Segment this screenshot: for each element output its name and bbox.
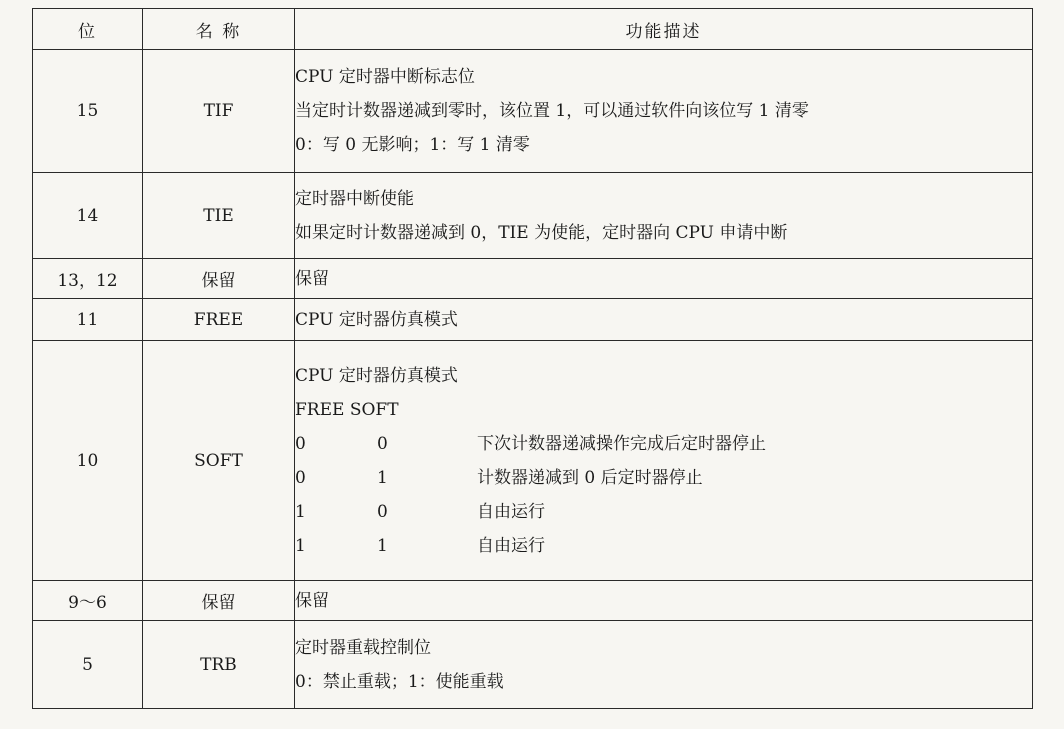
description-line: FREE SOFT: [295, 399, 399, 420]
description-line: 保留: [295, 268, 329, 289]
description-line: 定时器重载控制位: [295, 637, 431, 658]
bit-cell: 11: [33, 299, 143, 341]
description-cell: [295, 621, 1033, 709]
free-value: 1: [295, 535, 306, 556]
name-cell: SOFT: [143, 341, 295, 581]
name-cell: 保留: [143, 581, 295, 621]
bit-cell: 13，12: [33, 259, 143, 299]
description-cell: [295, 50, 1033, 173]
name-cell: FREE: [143, 299, 295, 341]
bit-cell: 10: [33, 341, 143, 581]
table-row: [33, 50, 1033, 173]
mode-row: [295, 529, 1032, 563]
bit-cell: 15: [33, 50, 143, 173]
mode-row: [295, 427, 1032, 461]
description-line: 当定时计数器递减到零时，该位置 1，可以通过软件向该位写 1 清零: [295, 101, 809, 121]
table-row: [33, 173, 1033, 259]
name-cell: TRB: [143, 621, 295, 709]
mode-description: 自由运行: [477, 501, 545, 522]
bit-cell: 14: [33, 173, 143, 259]
description-cell: [295, 581, 1033, 621]
description-cell: [295, 173, 1033, 259]
free-value: 0: [295, 467, 306, 488]
description-cell: [295, 299, 1033, 341]
soft-value: 1: [377, 535, 388, 556]
description-line: CPU 定时器仿真模式: [295, 309, 458, 330]
header-bit: 位: [33, 9, 143, 50]
description-line: CPU 定时器中断标志位: [295, 67, 475, 87]
description-line: 0：禁止重载；1：使能重载: [295, 671, 504, 692]
header-name: 名 称: [143, 9, 295, 50]
table-row: [33, 621, 1033, 709]
bit-cell: 5: [33, 621, 143, 709]
mode-row: [295, 495, 1032, 529]
name-cell: TIE: [143, 173, 295, 259]
description-cell: [295, 259, 1033, 299]
free-value: 1: [295, 501, 306, 522]
table-row: [33, 259, 1033, 299]
table-row: [33, 341, 1033, 581]
description-line: 保留: [295, 590, 329, 611]
soft-value: 0: [377, 501, 388, 522]
soft-value: 0: [377, 433, 388, 454]
bit-cell: 9～6: [33, 581, 143, 621]
register-table: [32, 8, 1033, 709]
header-description: 功能描述: [295, 9, 1033, 50]
soft-value: 1: [377, 467, 388, 488]
table-header-row: [33, 9, 1033, 50]
mode-description: 计数器递减到 0 后定时器停止: [477, 467, 703, 488]
description-line: 定时器中断使能: [295, 188, 414, 209]
table-row: [33, 299, 1033, 341]
description-line: 0：写 0 无影响；1：写 1 清零: [295, 135, 530, 155]
description-cell: [295, 341, 1033, 581]
name-cell: TIF: [143, 50, 295, 173]
mode-description: 下次计数器递减操作完成后定时器停止: [477, 433, 766, 454]
description-line: 如果定时计数器递减到 0，TIE 为使能，定时器向 CPU 申请中断: [295, 222, 788, 243]
mode-description: 自由运行: [477, 535, 545, 556]
description-line: CPU 定时器仿真模式: [295, 365, 458, 386]
name-cell: 保留: [143, 259, 295, 299]
mode-row: [295, 461, 1032, 495]
table-row: [33, 581, 1033, 621]
free-value: 0: [295, 433, 306, 454]
